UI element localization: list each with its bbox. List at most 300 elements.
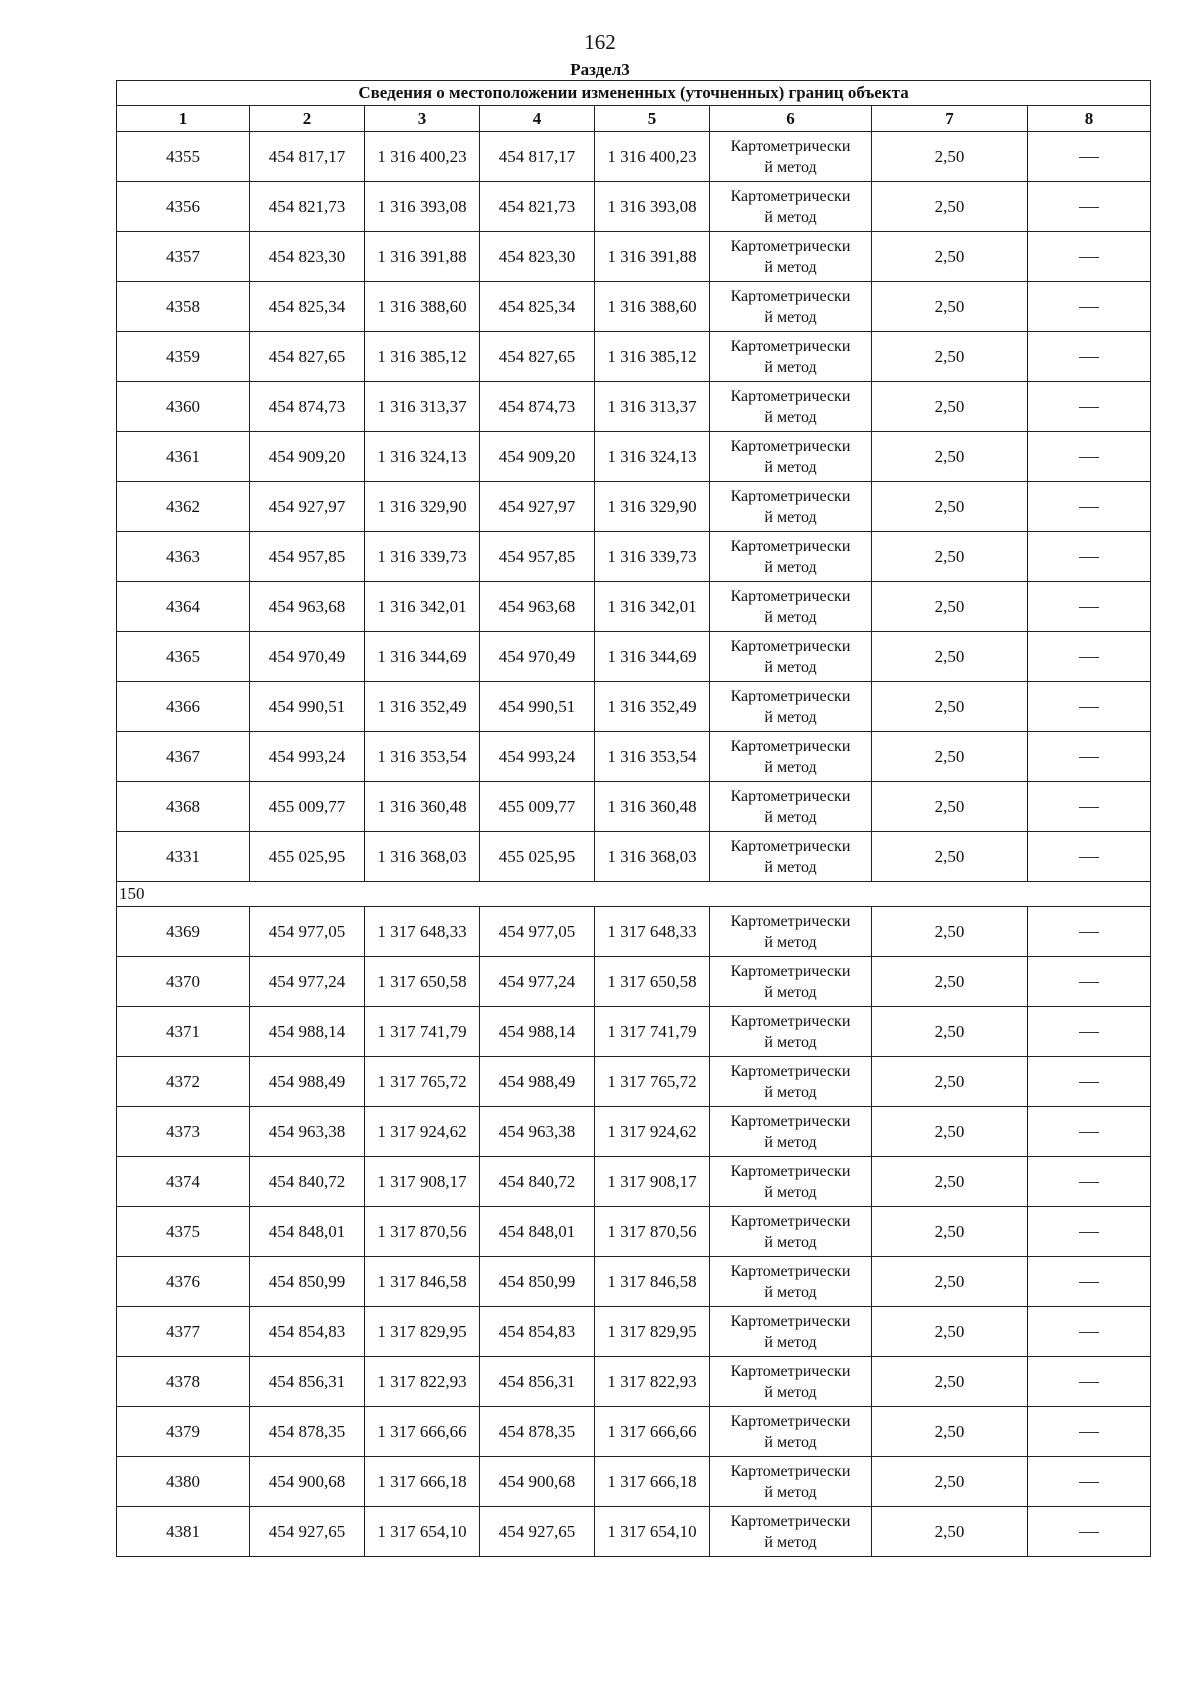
column-number-header: 2 [250, 106, 365, 132]
method-cell [710, 957, 872, 1007]
method-cell [710, 1407, 872, 1457]
y-old-cell: 1 317 741,79 [365, 1007, 480, 1057]
x-old-cell: 454 840,72 [250, 1157, 365, 1207]
dash-mark [1079, 607, 1099, 608]
dash-mark [1079, 207, 1099, 208]
table-row [117, 132, 1151, 182]
table-row [117, 382, 1151, 432]
contour-group-row [117, 882, 1151, 907]
table-row [117, 1057, 1151, 1107]
method-text-line1: Картометрически [730, 637, 851, 655]
accuracy-cell: 2,50 [872, 432, 1028, 482]
empty-value-cell [1028, 1357, 1151, 1407]
table-row [117, 832, 1151, 882]
accuracy-cell: 2,50 [872, 1057, 1028, 1107]
method-text-line2: й метод [764, 1183, 817, 1201]
x-old-cell: 454 957,85 [250, 532, 365, 582]
table-row [117, 332, 1151, 382]
method-cell [710, 132, 872, 182]
table-row [117, 732, 1151, 782]
dash-mark [1079, 1282, 1099, 1283]
table-row [117, 232, 1151, 282]
method-cell [710, 1357, 872, 1407]
dash-mark [1079, 857, 1099, 858]
boundary-coordinates-table [116, 80, 1151, 1557]
point-number-cell: 4356 [117, 182, 250, 232]
y-new-cell: 1 316 313,37 [595, 382, 710, 432]
empty-value-cell [1028, 1507, 1151, 1557]
method-cell [710, 907, 872, 957]
y-old-cell: 1 316 360,48 [365, 782, 480, 832]
x-old-cell: 454 963,38 [250, 1107, 365, 1157]
accuracy-cell: 2,50 [872, 1457, 1028, 1507]
y-old-cell: 1 316 324,13 [365, 432, 480, 482]
accuracy-cell: 2,50 [872, 1357, 1028, 1407]
method-text-line1: Картометрически [730, 537, 851, 555]
empty-value-cell [1028, 482, 1151, 532]
accuracy-cell: 2,50 [872, 1157, 1028, 1207]
method-text-line2: й метод [764, 408, 817, 426]
y-old-cell: 1 316 352,49 [365, 682, 480, 732]
table-row [117, 782, 1151, 832]
table-row [117, 1307, 1151, 1357]
x-old-cell: 454 993,24 [250, 732, 365, 782]
accuracy-cell: 2,50 [872, 1407, 1028, 1457]
x-new-cell: 454 993,24 [480, 732, 595, 782]
dash-mark [1079, 1332, 1099, 1333]
x-new-cell: 454 821,73 [480, 182, 595, 232]
x-old-cell: 454 821,73 [250, 182, 365, 232]
method-text-line1: Картометрически [730, 1212, 851, 1230]
y-old-cell: 1 316 388,60 [365, 282, 480, 332]
y-new-cell: 1 316 342,01 [595, 582, 710, 632]
empty-value-cell [1028, 1007, 1151, 1057]
y-new-cell: 1 316 339,73 [595, 532, 710, 582]
method-text-line1: Картометрически [730, 787, 851, 805]
empty-value-cell [1028, 1207, 1151, 1257]
dash-mark [1079, 1182, 1099, 1183]
empty-value-cell [1028, 632, 1151, 682]
point-number-cell: 4371 [117, 1007, 250, 1057]
y-new-cell: 1 316 388,60 [595, 282, 710, 332]
method-cell [710, 1307, 872, 1357]
empty-value-cell [1028, 782, 1151, 832]
accuracy-cell: 2,50 [872, 632, 1028, 682]
y-new-cell: 1 316 344,69 [595, 632, 710, 682]
x-old-cell: 454 850,99 [250, 1257, 365, 1307]
table-row [117, 582, 1151, 632]
x-old-cell: 454 990,51 [250, 682, 365, 732]
x-new-cell: 454 927,65 [480, 1507, 595, 1557]
method-text-line1: Картометрически [730, 737, 851, 755]
method-text-line2: й метод [764, 1083, 817, 1101]
point-number-cell: 4378 [117, 1357, 250, 1407]
y-new-cell: 1 316 400,23 [595, 132, 710, 182]
point-number-cell: 4363 [117, 532, 250, 582]
table-row [117, 532, 1151, 582]
empty-value-cell [1028, 382, 1151, 432]
x-new-cell: 454 977,05 [480, 907, 595, 957]
method-text-line1: Картометрически [730, 337, 851, 355]
method-text-line2: й метод [764, 808, 817, 826]
table-body [117, 132, 1151, 1557]
y-old-cell: 1 317 908,17 [365, 1157, 480, 1207]
section-title: Раздел3 [570, 60, 630, 79]
dash-mark [1079, 557, 1099, 558]
table-row [117, 1107, 1151, 1157]
point-number-cell: 4368 [117, 782, 250, 832]
point-number-cell: 4374 [117, 1157, 250, 1207]
x-old-cell: 455 009,77 [250, 782, 365, 832]
accuracy-cell: 2,50 [872, 782, 1028, 832]
method-cell [710, 482, 872, 532]
y-new-cell: 1 316 393,08 [595, 182, 710, 232]
y-old-cell: 1 316 342,01 [365, 582, 480, 632]
method-text-line2: й метод [764, 1333, 817, 1351]
method-cell [710, 282, 872, 332]
point-number-cell: 4377 [117, 1307, 250, 1357]
y-new-cell: 1 316 329,90 [595, 482, 710, 532]
point-number-cell: 4365 [117, 632, 250, 682]
empty-value-cell [1028, 957, 1151, 1007]
accuracy-cell: 2,50 [872, 682, 1028, 732]
method-text-line2: й метод [764, 358, 817, 376]
x-old-cell: 454 927,65 [250, 1507, 365, 1557]
x-old-cell: 454 848,01 [250, 1207, 365, 1257]
dash-mark [1079, 757, 1099, 758]
x-new-cell: 454 909,20 [480, 432, 595, 482]
method-text-line2: й метод [764, 983, 817, 1001]
x-old-cell: 454 927,97 [250, 482, 365, 532]
empty-value-cell [1028, 432, 1151, 482]
accuracy-cell: 2,50 [872, 232, 1028, 282]
accuracy-cell: 2,50 [872, 907, 1028, 957]
table-row [117, 1357, 1151, 1407]
y-new-cell: 1 316 352,49 [595, 682, 710, 732]
y-old-cell: 1 317 654,10 [365, 1507, 480, 1557]
x-old-cell: 454 827,65 [250, 332, 365, 382]
x-new-cell: 454 856,31 [480, 1357, 595, 1407]
empty-value-cell [1028, 682, 1151, 732]
dash-mark [1079, 1232, 1099, 1233]
empty-value-cell [1028, 1407, 1151, 1457]
contour-number-label: 150 [117, 882, 1151, 907]
table-row [117, 1507, 1151, 1557]
dash-mark [1079, 1132, 1099, 1133]
accuracy-cell: 2,50 [872, 332, 1028, 382]
method-text-line2: й метод [764, 758, 817, 776]
x-new-cell: 454 963,68 [480, 582, 595, 632]
accuracy-cell: 2,50 [872, 132, 1028, 182]
empty-value-cell [1028, 1457, 1151, 1507]
y-old-cell: 1 317 829,95 [365, 1307, 480, 1357]
point-number-cell: 4373 [117, 1107, 250, 1157]
y-new-cell: 1 317 908,17 [595, 1157, 710, 1207]
y-new-cell: 1 317 666,66 [595, 1407, 710, 1457]
empty-value-cell [1028, 1157, 1151, 1207]
x-old-cell: 454 856,31 [250, 1357, 365, 1407]
method-text-line1: Картометрически [730, 387, 851, 405]
x-old-cell: 454 988,14 [250, 1007, 365, 1057]
x-new-cell: 455 009,77 [480, 782, 595, 832]
y-new-cell: 1 317 829,95 [595, 1307, 710, 1357]
point-number-cell: 4361 [117, 432, 250, 482]
method-text-line1: Картометрически [730, 1062, 851, 1080]
method-text-line2: й метод [764, 1283, 817, 1301]
dash-mark [1079, 1532, 1099, 1533]
x-old-cell: 454 900,68 [250, 1457, 365, 1507]
dash-mark [1079, 1482, 1099, 1483]
method-text-line2: й метод [764, 1233, 817, 1251]
x-new-cell: 454 825,34 [480, 282, 595, 332]
method-cell [710, 382, 872, 432]
column-number-header: 8 [1028, 106, 1151, 132]
method-text-line2: й метод [764, 1533, 817, 1551]
accuracy-cell: 2,50 [872, 732, 1028, 782]
x-new-cell: 454 977,24 [480, 957, 595, 1007]
y-old-cell: 1 317 666,18 [365, 1457, 480, 1507]
y-new-cell: 1 317 822,93 [595, 1357, 710, 1407]
method-text-line1: Картометрически [730, 687, 851, 705]
method-text-line1: Картометрически [730, 1112, 851, 1130]
y-old-cell: 1 317 666,66 [365, 1407, 480, 1457]
y-old-cell: 1 317 822,93 [365, 1357, 480, 1407]
accuracy-cell: 2,50 [872, 1307, 1028, 1357]
empty-value-cell [1028, 1257, 1151, 1307]
point-number-cell: 4358 [117, 282, 250, 332]
x-old-cell: 454 878,35 [250, 1407, 365, 1457]
empty-value-cell [1028, 182, 1151, 232]
y-old-cell: 1 316 400,23 [365, 132, 480, 182]
table-row [117, 957, 1151, 1007]
method-text-line1: Картометрически [730, 487, 851, 505]
x-old-cell: 454 874,73 [250, 382, 365, 432]
x-new-cell: 454 878,35 [480, 1407, 595, 1457]
empty-value-cell [1028, 907, 1151, 957]
x-new-cell: 454 827,65 [480, 332, 595, 382]
x-old-cell: 454 909,20 [250, 432, 365, 482]
y-old-cell: 1 317 765,72 [365, 1057, 480, 1107]
method-cell [710, 1157, 872, 1207]
point-number-cell: 4381 [117, 1507, 250, 1557]
column-number-header: 5 [595, 106, 710, 132]
y-old-cell: 1 316 313,37 [365, 382, 480, 432]
y-old-cell: 1 316 368,03 [365, 832, 480, 882]
point-number-cell: 4359 [117, 332, 250, 382]
y-old-cell: 1 317 648,33 [365, 907, 480, 957]
empty-value-cell [1028, 1107, 1151, 1157]
column-number-header: 3 [365, 106, 480, 132]
y-old-cell: 1 317 870,56 [365, 1207, 480, 1257]
method-text-line1: Картометрически [730, 187, 851, 205]
method-cell [710, 1257, 872, 1307]
method-text-line2: й метод [764, 258, 817, 276]
accuracy-cell: 2,50 [872, 182, 1028, 232]
x-old-cell: 454 854,83 [250, 1307, 365, 1357]
method-cell [710, 432, 872, 482]
y-new-cell: 1 316 391,88 [595, 232, 710, 282]
method-text-line1: Картометрически [730, 1512, 851, 1530]
method-cell [710, 732, 872, 782]
method-text-line2: й метод [764, 933, 817, 951]
method-text-line2: й метод [764, 658, 817, 676]
empty-value-cell [1028, 1057, 1151, 1107]
x-new-cell: 454 988,14 [480, 1007, 595, 1057]
accuracy-cell: 2,50 [872, 1107, 1028, 1157]
empty-value-cell [1028, 532, 1151, 582]
y-old-cell: 1 316 391,88 [365, 232, 480, 282]
point-number-cell: 4357 [117, 232, 250, 282]
table-row [117, 1407, 1151, 1457]
y-new-cell: 1 316 324,13 [595, 432, 710, 482]
y-new-cell: 1 317 654,10 [595, 1507, 710, 1557]
method-cell [710, 782, 872, 832]
accuracy-cell: 2,50 [872, 957, 1028, 1007]
x-new-cell: 454 957,85 [480, 532, 595, 582]
accuracy-cell: 2,50 [872, 1507, 1028, 1557]
dash-mark [1079, 1432, 1099, 1433]
x-old-cell: 454 977,05 [250, 907, 365, 957]
empty-value-cell [1028, 232, 1151, 282]
y-new-cell: 1 316 385,12 [595, 332, 710, 382]
method-cell [710, 1507, 872, 1557]
x-new-cell: 454 854,83 [480, 1307, 595, 1357]
x-old-cell: 454 817,17 [250, 132, 365, 182]
dash-mark [1079, 307, 1099, 308]
y-new-cell: 1 316 360,48 [595, 782, 710, 832]
x-new-cell: 454 874,73 [480, 382, 595, 432]
accuracy-cell: 2,50 [872, 382, 1028, 432]
table-row [117, 1007, 1151, 1057]
dash-mark [1079, 1082, 1099, 1083]
y-new-cell: 1 317 741,79 [595, 1007, 710, 1057]
x-new-cell: 454 927,97 [480, 482, 595, 532]
y-old-cell: 1 316 353,54 [365, 732, 480, 782]
column-number-header: 1 [117, 106, 250, 132]
x-old-cell: 454 977,24 [250, 957, 365, 1007]
x-old-cell: 454 825,34 [250, 282, 365, 332]
y-old-cell: 1 316 339,73 [365, 532, 480, 582]
accuracy-cell: 2,50 [872, 1007, 1028, 1057]
table-row [117, 1257, 1151, 1307]
method-text-line2: й метод [764, 608, 817, 626]
method-text-line1: Картометрически [730, 437, 851, 455]
method-cell [710, 182, 872, 232]
table-title: Сведения о местоположении измененных (уточненных) границ объекта [117, 81, 1151, 106]
point-number-cell: 4366 [117, 682, 250, 732]
method-text-line2: й метод [764, 1483, 817, 1501]
column-number-header: 6 [710, 106, 872, 132]
accuracy-cell: 2,50 [872, 482, 1028, 532]
x-new-cell: 455 025,95 [480, 832, 595, 882]
method-text-line2: й метод [764, 558, 817, 576]
dash-mark [1079, 507, 1099, 508]
empty-value-cell [1028, 732, 1151, 782]
point-number-cell: 4355 [117, 132, 250, 182]
method-text-line2: й метод [764, 1033, 817, 1051]
method-text-line2: й метод [764, 1383, 817, 1401]
dash-mark [1079, 807, 1099, 808]
accuracy-cell: 2,50 [872, 282, 1028, 332]
accuracy-cell: 2,50 [872, 582, 1028, 632]
dash-mark [1079, 257, 1099, 258]
dash-mark [1079, 1382, 1099, 1383]
method-text-line2: й метод [764, 708, 817, 726]
method-text-line2: й метод [764, 308, 817, 326]
y-new-cell: 1 317 924,62 [595, 1107, 710, 1157]
point-number-cell: 4376 [117, 1257, 250, 1307]
method-cell [710, 532, 872, 582]
point-number-cell: 4375 [117, 1207, 250, 1257]
y-new-cell: 1 316 353,54 [595, 732, 710, 782]
method-text-line2: й метод [764, 858, 817, 876]
accuracy-cell: 2,50 [872, 1257, 1028, 1307]
method-text-line1: Картометрически [730, 837, 851, 855]
method-text-line2: й метод [764, 1133, 817, 1151]
table-row [117, 282, 1151, 332]
dash-mark [1079, 982, 1099, 983]
method-text-line1: Картометрически [730, 1312, 851, 1330]
accuracy-cell: 2,50 [872, 832, 1028, 882]
x-new-cell: 454 963,38 [480, 1107, 595, 1157]
y-new-cell: 1 317 870,56 [595, 1207, 710, 1257]
method-text-line1: Картометрически [730, 962, 851, 980]
empty-value-cell [1028, 282, 1151, 332]
table-row [117, 482, 1151, 532]
x-new-cell: 454 900,68 [480, 1457, 595, 1507]
x-old-cell: 454 823,30 [250, 232, 365, 282]
y-old-cell: 1 316 329,90 [365, 482, 480, 532]
method-text-line1: Картометрически [730, 1412, 851, 1430]
y-old-cell: 1 317 650,58 [365, 957, 480, 1007]
x-new-cell: 454 850,99 [480, 1257, 595, 1307]
empty-value-cell [1028, 832, 1151, 882]
point-number-cell: 4360 [117, 382, 250, 432]
y-new-cell: 1 317 648,33 [595, 907, 710, 957]
dash-mark [1079, 707, 1099, 708]
accuracy-cell: 2,50 [872, 532, 1028, 582]
method-cell [710, 232, 872, 282]
page-number: 162 [584, 30, 616, 54]
point-number-cell: 4364 [117, 582, 250, 632]
y-new-cell: 1 316 368,03 [595, 832, 710, 882]
table-row [117, 1207, 1151, 1257]
empty-value-cell [1028, 132, 1151, 182]
method-text-line1: Картометрически [730, 287, 851, 305]
point-number-cell: 4379 [117, 1407, 250, 1457]
x-new-cell: 454 990,51 [480, 682, 595, 732]
method-text-line1: Картометрически [730, 1462, 851, 1480]
dash-mark [1079, 932, 1099, 933]
method-cell [710, 1057, 872, 1107]
x-old-cell: 455 025,95 [250, 832, 365, 882]
dash-mark [1079, 657, 1099, 658]
method-cell [710, 1207, 872, 1257]
x-new-cell: 454 840,72 [480, 1157, 595, 1207]
table-row [117, 182, 1151, 232]
x-new-cell: 454 817,17 [480, 132, 595, 182]
point-number-cell: 4362 [117, 482, 250, 532]
y-new-cell: 1 317 846,58 [595, 1257, 710, 1307]
y-new-cell: 1 317 666,18 [595, 1457, 710, 1507]
x-old-cell: 454 970,49 [250, 632, 365, 682]
y-old-cell: 1 316 393,08 [365, 182, 480, 232]
accuracy-cell: 2,50 [872, 1207, 1028, 1257]
x-new-cell: 454 988,49 [480, 1057, 595, 1107]
method-text-line1: Картометрически [730, 1162, 851, 1180]
y-old-cell: 1 317 846,58 [365, 1257, 480, 1307]
method-cell [710, 832, 872, 882]
